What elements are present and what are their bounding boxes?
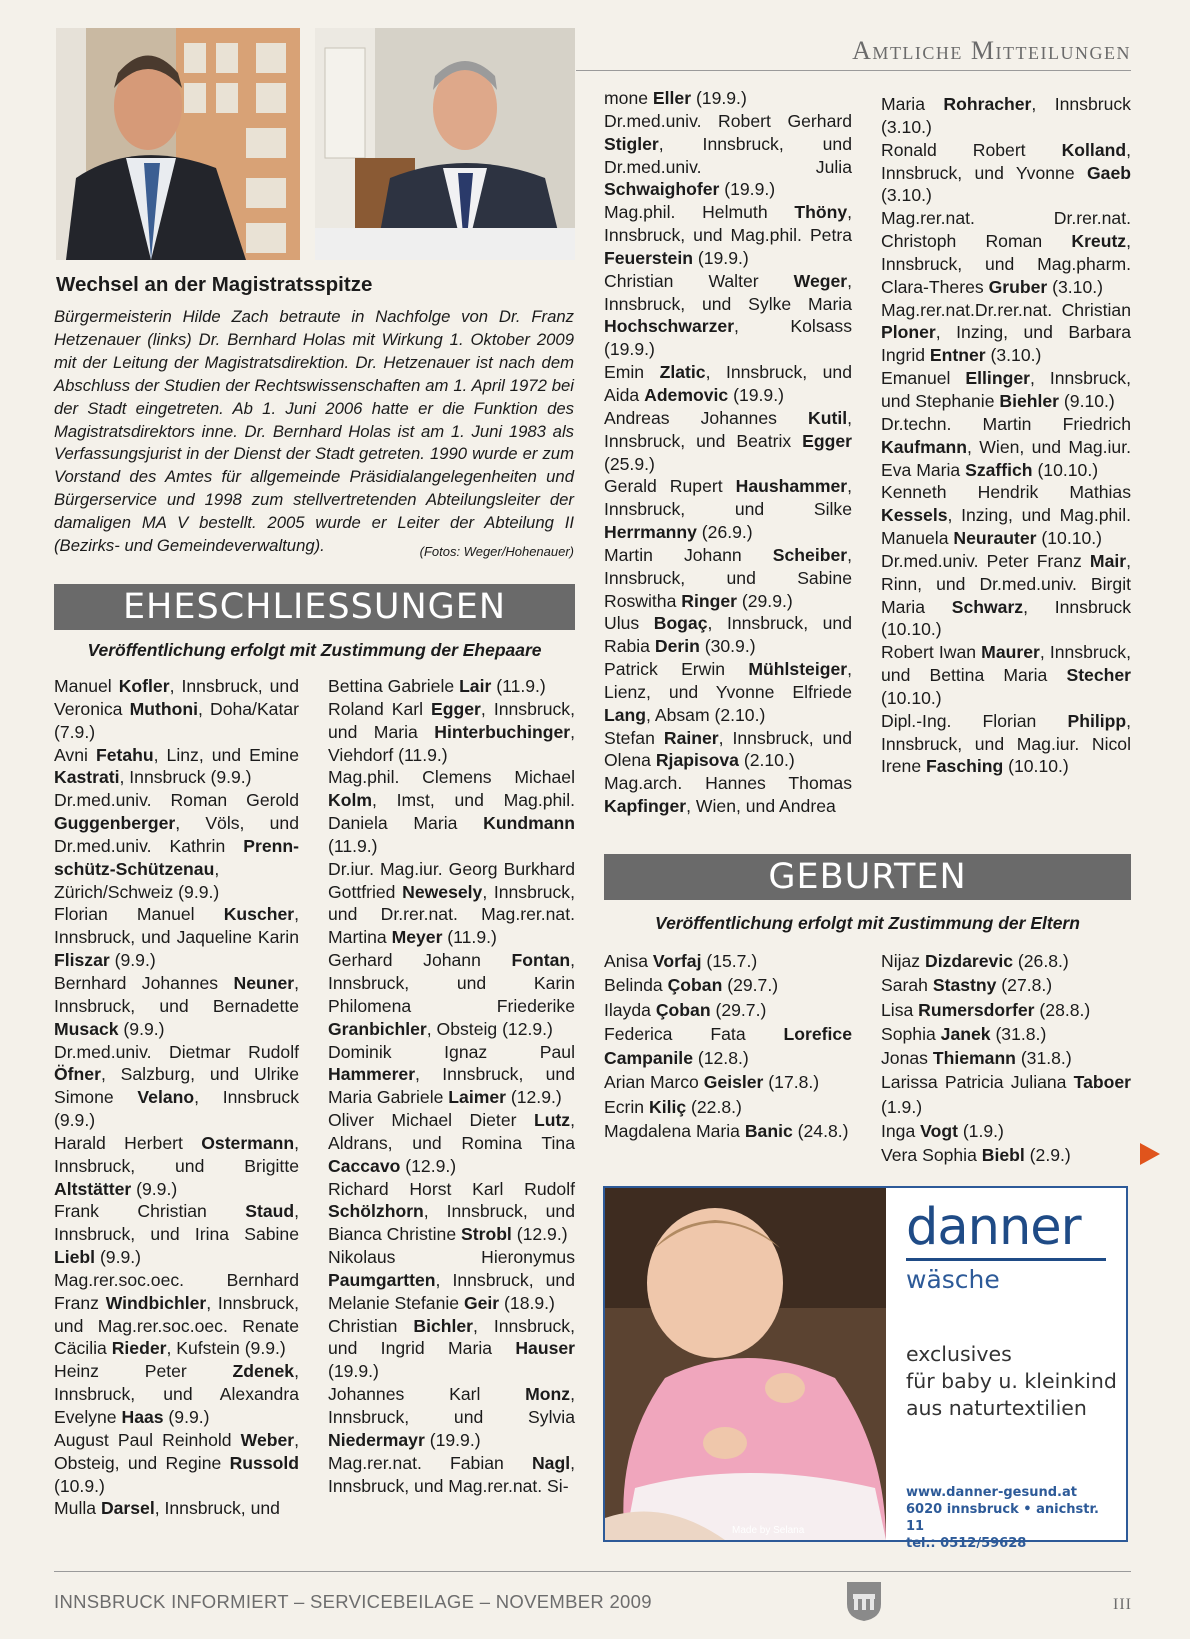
- entry-item: Manuel Kofler, Innsbruck, und Veronica Muthoni, Doha/Katar (7.9.): [54, 676, 299, 742]
- ad-brand-logo: [906, 1198, 1116, 1294]
- entry-item: Jonas Thiemann (31.8.): [881, 1048, 1072, 1069]
- entry-item: Nijaz Dizdarevic (26.8.): [881, 951, 1069, 971]
- entry-item: Florian Manuel Kuscher, Innsbruck, und Jaqueline Karin Fliszar (9.9.): [54, 904, 299, 971]
- entry-item: Dr.med.univ. Dietmar Rudolf Öfner, Salzburg, und Ulrike Simone Velano, Innsbruck (9.9.): [54, 1041, 299, 1131]
- entry-item: Anisa Vorfaj (15.7.): [604, 951, 758, 971]
- ad-tagline-line-1: exclusives: [906, 1342, 1012, 1366]
- entry-item: Harald Herbert Ostermann, Innsbruck, und Brigitte Altstätter (9.9.): [54, 1132, 299, 1199]
- entry-item: Christian Walter Weger, Innsbruck, und Sylke Maria Hochschwarzer, Kolsass (19.9.): [604, 270, 852, 360]
- entry-item: Mag.phil. Clemens Michael Kolm, Imst, und Mag.phil. Daniela Maria Kundmann (11.9.): [328, 767, 575, 856]
- marriages-section-banner: [54, 584, 575, 630]
- entry-item: Larissa Patricia Juliana Taboer (1.9.): [881, 1072, 1131, 1117]
- footer-rule: [54, 1571, 1131, 1572]
- entry-item: Ecrin Kiliç (22.8.): [604, 1096, 742, 1117]
- ad-photo-credit: Made by Selana: [732, 1525, 805, 1536]
- entry-item: Ronald Robert Kolland, Innsbruck, und Yvonne Gaeb (3.10.): [881, 139, 1131, 206]
- entry-item: Dipl.-Ing. Florian Philipp, Innsbruck, und Mag.iur. Nicol Irene Fasching (10.10.): [881, 710, 1131, 777]
- portrait-photo-left: [56, 28, 300, 260]
- births-column-1: [604, 949, 852, 1143]
- entry-item: Roland Karl Egger, Innsbruck, und Maria Hinterbuchinger, Viehdorf (11.9.): [328, 698, 575, 765]
- entry-item: Dominik Ignaz Paul Hammerer, Innsbruck, und Maria Gabriele Laimer (12.9.): [328, 1041, 575, 1108]
- entry-item: Gerhard Johann Fontan, Innsbruck, und Karin Philomena Friederike Granbichler, Obsteig (12.9.): [328, 950, 575, 1039]
- entry-item: Mag.rer.soc.oec. Bernhard Franz Windbichler, Innsbruck, und Mag.rer.soc.oec. Renate Cäcilia Rieder, Kufstein (9.9.): [54, 1269, 299, 1359]
- entry-item: Frank Christian Staud, Innsbruck, und Irina Sabine Liebl (9.9.): [54, 1201, 299, 1268]
- entry-item: Nikolaus Hieronymus Paumgartten, Innsbruck, und Melanie Stefanie Geir (18.9.): [328, 1247, 575, 1313]
- entry-item: Ulus Bogaç, Innsbruck, und Rabia Derin (30.9.): [604, 613, 852, 657]
- births-subtitle: Veröffentlichung erfolgt mit Zustimmung der Eltern: [655, 913, 1080, 933]
- births-title: GEBURTEN: [768, 857, 967, 897]
- entry-item: Richard Horst Karl Rudolf Schölzhorn, Innsbruck, und Bianca Christine Strobl (12.9.): [328, 1178, 575, 1245]
- entry-item: Vera Sophia Biebl (2.9.): [881, 1145, 1071, 1166]
- entry-item: Avni Fetahu, Linz, und Emine Kastrati, Innsbruck (9.9.): [54, 744, 299, 788]
- coat-of-arms-icon: [845, 1580, 883, 1622]
- entry-item: mone Eller (19.9.): [604, 88, 747, 108]
- entry-item: Mag.arch. Hannes Thomas Kapfinger, Wien, und Andrea: [604, 773, 852, 817]
- entry-item: Patrick Erwin Mühlsteiger, Lienz, und Yvonne Elfriede Lang, Absam (2.10.): [604, 659, 852, 725]
- entry-item: Kenneth Hendrik Mathias Kessels, Inzing, und Mag.phil. Manuela Neurauter (10.10.): [881, 482, 1131, 549]
- entry-item: Magdalena Maria Banic (24.8.): [604, 1121, 849, 1142]
- ad-brand-name: danner: [906, 1198, 1081, 1257]
- ad-contact: [906, 1484, 1121, 1552]
- entry-item: Emin Zlatic, Innsbruck, und Aida Ademovic (19.9.): [604, 362, 852, 405]
- entry-item: Dr.med.univ. Peter Franz Mair, Rinn, und Dr.med.univ. Birgit Maria Schwarz, Innsbruck (10.10.): [881, 550, 1131, 640]
- ad-brand-underline: [906, 1258, 1106, 1261]
- entry-item: Dr.med.univ. Robert Gerhard Stigler, Innsbruck, und Dr.med.univ. Julia Schwaighofer (19.9.): [604, 110, 852, 200]
- marriages-subtitle: Veröffentlichung erfolgt mit Zustimmung der Ehepaare: [87, 640, 542, 660]
- feature-heading: Wechsel an der Magistratsspitze: [56, 273, 373, 296]
- ad-tagline-line-3: aus naturtextilien: [906, 1396, 1087, 1420]
- ad-brand-sub: wäsche: [906, 1265, 1000, 1294]
- entry-item: Bettina Gabriele Lair (11.9.): [328, 676, 546, 696]
- entry-item: Martin Johann Scheiber, Innsbruck, und Sabine Roswitha Ringer (29.9.): [604, 544, 852, 611]
- entry-item: Inga Vogt (1.9.): [881, 1121, 1004, 1142]
- births-column-2: [881, 949, 1131, 1168]
- entry-item: Gerald Rupert Haushammer, Innsbruck, und Silke Herrmanny (26.9.): [604, 476, 852, 543]
- entry-item: Johannes Karl Monz, Innsbruck, und Sylvia Niedermayr (19.9.): [328, 1384, 575, 1450]
- ad-tagline-line-2: für baby u. kleinkind: [906, 1369, 1117, 1393]
- page-number: III: [1113, 1596, 1132, 1613]
- ad-phone: tel.: 0512/59628: [906, 1536, 1027, 1551]
- footer-publication: INNSBRUCK INFORMIERT – SERVICEBEILAGE – NOVEMBER 2009: [54, 1591, 652, 1612]
- entry-item: Oliver Michael Dieter Lutz, Aldrans, und Romina Tina Caccavo (12.9.): [328, 1110, 575, 1176]
- entry-item: Robert Iwan Maurer, Innsbruck, und Bettina Maria Stecher (10.10.): [881, 642, 1131, 708]
- ad-tagline: [906, 1341, 1121, 1422]
- entry-item: Maria Rohracher, Innsbruck (3.10.): [881, 94, 1131, 137]
- entry-item: Bernhard Johannes Neuner, Innsbruck, und Bernadette Musack (9.9.): [54, 972, 299, 1039]
- feature-caption: [54, 306, 574, 564]
- entry-item: Emanuel Ellinger, Innsbruck, und Stephanie Biehler (9.10.): [881, 368, 1131, 411]
- births-section-banner: [604, 854, 1131, 900]
- header-rule: [576, 70, 1131, 71]
- entry-item: Christian Bichler, Innsbruck, und Ingrid Maria Hauser (19.9.): [328, 1315, 575, 1382]
- portrait-photo-right: [315, 28, 575, 260]
- entry-item: Sarah Stastny (27.8.): [881, 975, 1053, 996]
- entry-item: Mag.rer.nat.Dr.rer.nat. Christian Ploner, Inzing, und Barbara Ingrid Entner (3.10.): [881, 299, 1131, 366]
- continue-arrow-icon: [1140, 1143, 1160, 1165]
- entry-item: Mag.phil. Helmuth Thöny, Innsbruck, und Mag.phil. Petra Feuerstein (19.9.): [604, 202, 852, 268]
- entry-item: Sophia Janek (31.8.): [881, 1023, 1047, 1044]
- photo-credit: (Fotos: Weger/Hohenauer): [419, 544, 574, 560]
- entry-item: Andreas Johannes Kutil, Innsbruck, und Beatrix Egger (25.9.): [604, 407, 852, 474]
- entry-item: Federica Fata Lorefice Campanile (12.8.): [604, 1023, 852, 1069]
- marriages-column-2: [328, 675, 575, 1497]
- section-title: Amtliche Mitteilungen: [852, 36, 1131, 65]
- feature-caption-text: Bürgermeisterin Hilde Zach betraute in Nachfolge von Dr. Franz Hetzenauer (links) Dr. Bernhard Holas mit Wirkung 1. Oktober 2009 mit der Leitung der Magistratsdirektion. Dr. Hetzenauer ist nach dem Abschluss der Studien der Rechtswissenschaften am 1. April 1972 bei der Stadt eingetreten. Ab 1. Juni 2006 hatte er die Funktion des Magistratsdirektors inne. Dr. Bernhard Holas ist am 1. Juni 1983 als Verfassungsjurist in der Dienst der Stadt getreten. 1990 wurde er zum Vorstand des Amtes für allgemeinde Präsidialangelegenheiten und Bürgerservice und 1998 zum stellvertretenden Abteilungsleiter der damaligen MA V bestellt. 2005 wurde er Leiter der Abteilung II (Bezirks- und Gemeindeverwaltung).: [54, 307, 574, 556]
- entry-item: Dr.iur. Mag.iur. Georg Burkhard Gottfried Newesely, Innsbruck, und Dr.rer.nat. Mag.rer.nat. Martina Meyer (11.9.): [328, 858, 575, 948]
- entry-item: Dr.techn. Martin Friedrich Kaufmann, Wien, und Mag.iur. Eva Maria Szaffich (10.10.): [881, 413, 1131, 480]
- ad-baby-photo: [605, 1188, 886, 1540]
- entry-item: Mag.rer.nat. Dr.rer.nat. Christoph Roman Kreutz, Innsbruck, und Mag.pharm. Clara-Theres Gruber (3.10.): [881, 208, 1131, 297]
- entry-item: Ilayda Çoban (29.7.): [604, 999, 767, 1020]
- section-header: [781, 36, 1131, 70]
- entry-item: Mulla Darsel, Innsbruck, und: [54, 1498, 280, 1519]
- ad-address: 6020 innsbruck • anichstr. 11: [906, 1502, 1099, 1534]
- entry-item: Mag.rer.nat. Fabian Nagl, Innsbruck, und Mag.rer.nat. Si-: [328, 1452, 575, 1496]
- entry-item: August Paul Reinhold Weber, Obsteig, und Regine Russold (10.9.): [54, 1429, 299, 1496]
- entry-item: Arian Marco Geisler (17.8.): [604, 1072, 820, 1093]
- danner-advertisement: [603, 1186, 1128, 1551]
- entry-item: Lisa Rumersdorfer (28.8.): [881, 999, 1091, 1020]
- entry-item: Dr.med.univ. Roman Gerold Guggenberger, Völs, und Dr.med.univ. Kathrin Prenn-schütz-Schützenau, Zürich/Schweiz (9.9.): [54, 790, 299, 902]
- marriages-column-1: [54, 675, 299, 1520]
- ad-website-link[interactable]: www.danner-gesund.at: [906, 1485, 1077, 1500]
- entry-item: Stefan Rainer, Innsbruck, und Olena Rjapisova (2.10.): [604, 727, 852, 771]
- marriages-title: EHESCHLIESSUNGEN: [122, 587, 507, 627]
- marriages-column-4: [881, 93, 1131, 778]
- entry-item: Heinz Peter Zdenek, Innsbruck, und Alexandra Evelyne Haas (9.9.): [54, 1361, 299, 1427]
- entry-item: Belinda Çoban (29.7.): [604, 975, 779, 996]
- marriages-column-3: [604, 87, 852, 818]
